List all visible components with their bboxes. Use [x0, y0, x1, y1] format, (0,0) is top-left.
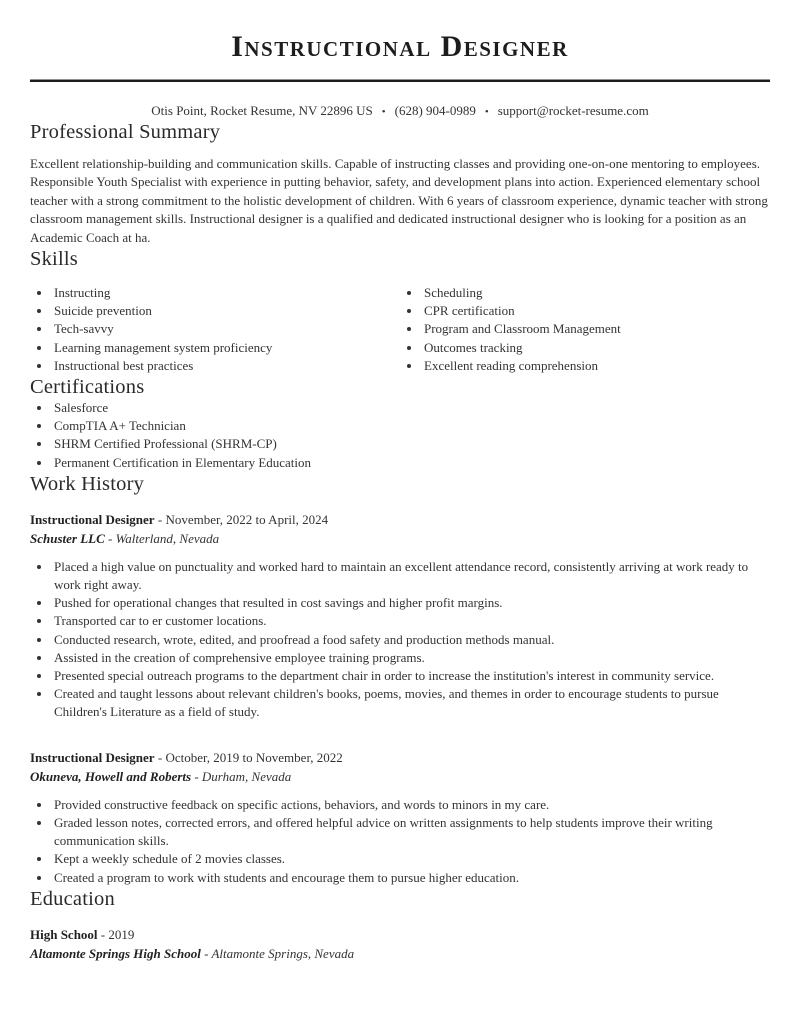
skill-item: • Suicide prevention: [52, 302, 400, 320]
job-bullet-list: [30, 558, 770, 722]
section-skills: [30, 247, 770, 375]
job-bullet: • Transported car to er customer locations.: [52, 612, 770, 630]
job-bullet: • Conducted research, wrote, edited, and proofread a food safety and production methods manual.: [52, 631, 770, 649]
job-dates: November, 2022 to April, 2024: [165, 511, 329, 527]
job-bullet: • Created a program to work with students and encourage them to pursue higher education.: [52, 869, 770, 887]
job-bullet: • Graded lesson notes, corrected errors, and offered helpful advice on written assignments to help students improve their writing communication skills.: [52, 814, 770, 850]
job-bullet: • Provided constructive feedback on specific actions, behaviors, and words to minors in my care.: [52, 796, 770, 814]
contact-phone: (628) 904-0989: [394, 103, 476, 118]
job-location: Durham, Nevada: [201, 768, 292, 784]
professional-summary-heading: Professional Summary: [30, 121, 221, 143]
job-company-line: [30, 767, 770, 786]
section-education: [30, 887, 770, 963]
job-entry-1: [30, 510, 770, 722]
skill-item: • Learning management system proficiency: [52, 339, 400, 357]
section-work-history: [30, 472, 770, 887]
dash-separator: -: [194, 768, 199, 784]
skill-item: • CPR certification: [422, 302, 770, 320]
job-company: Okuneva, Howell and Roberts: [30, 768, 192, 784]
job-dates: October, 2019 to November, 2022: [165, 749, 343, 765]
skills-list-left: [30, 284, 400, 375]
contact-email: support@rocket-resume.com: [497, 103, 649, 118]
skill-item: • Instructional best practices: [52, 357, 400, 375]
professional-summary-text: Excellent relationship-building and communication skills. Capable of instructing classes and providing one-on-one mentoring to employees. Responsible Youth Specialist with experience in putting behavior, safety, and development plans into action. Experienced elementary school teacher with a strong commitment to the holistic development of children. With 6 years of classroom experience, dynamic teacher with strong classroom management skills. Instructional designer is a qualified and dedicated instructional designer who is looking for a position as an Academic Coach at ha.: [30, 156, 768, 245]
job-title-line: [30, 510, 770, 529]
education-degree-line: [30, 925, 770, 944]
certification-item: • Salesforce: [52, 399, 770, 417]
education-heading: Education: [30, 887, 115, 910]
skills-column-left: [30, 284, 400, 375]
job-bullet: • Created and taught lessons about relevant children's books, poems, movies, and themes in order to encourage students to pursue Children's Literature as a field of study.: [52, 685, 770, 721]
job-bullet: • Kept a weekly schedule of 2 movies classes.: [52, 850, 770, 868]
contact-line: [30, 103, 770, 120]
work-history-heading: Work History: [30, 472, 145, 495]
certification-item: • SHRM Certified Professional (SHRM-CP): [52, 435, 770, 453]
job-bullet: • Placed a high value on punctuality and worked hard to maintain an excellent attendance record, consistently arriving at work ready to work right away.: [52, 558, 770, 594]
job-bullet: • Pushed for operational changes that resulted in cost savings and higher profit margins.: [52, 594, 770, 612]
section-certifications: [30, 375, 770, 472]
job-title: Instructional Designer: [30, 749, 155, 765]
skill-item: • Scheduling: [422, 284, 770, 302]
certifications-list: [30, 399, 770, 472]
skills-heading: Skills: [30, 248, 78, 271]
job-bullet-list: [30, 796, 770, 887]
skill-item: • Instructing: [52, 284, 400, 302]
page-title: Instructional Designer: [231, 30, 569, 63]
skill-item: • Program and Classroom Management: [422, 320, 770, 338]
contact-separator-dot: •: [484, 106, 489, 118]
education-location: Altamonte Springs, Nevada: [211, 945, 355, 961]
certification-item: • Permanent Certification in Elementary Education: [52, 454, 770, 472]
job-entry-2: [30, 748, 770, 887]
contact-address: Otis Point, Rocket Resume, NV 22896 US: [151, 103, 373, 118]
job-title: Instructional Designer: [30, 511, 155, 527]
contact-separator-dot: •: [381, 106, 386, 118]
title-divider: [30, 79, 770, 82]
skills-columns: [30, 284, 770, 375]
skills-column-right: [400, 284, 770, 375]
education-school-line: [30, 944, 770, 963]
education-year: 2019: [108, 926, 135, 942]
education-degree: High School: [30, 926, 98, 942]
dash-separator: -: [157, 749, 163, 765]
skills-list-right: [400, 284, 770, 375]
section-professional-summary: [30, 120, 770, 247]
job-company: Schuster LLC: [30, 530, 105, 546]
dash-separator: -: [157, 511, 163, 527]
job-bullet: • Presented special outreach programs to the department chair in order to increase the institution's interest in community service.: [52, 667, 770, 685]
skill-item: • Tech-savvy: [52, 320, 400, 338]
education-school: Altamonte Springs High School: [30, 945, 201, 961]
job-bullet: • Assisted in the creation of comprehensive employee training programs.: [52, 649, 770, 667]
certification-item: • CompTIA A+ Technician: [52, 417, 770, 435]
job-location: Walterland, Nevada: [115, 530, 220, 546]
job-title-line: [30, 748, 770, 767]
skill-item: • Excellent reading comprehension: [422, 357, 770, 375]
dash-separator: -: [108, 530, 113, 546]
dash-separator: -: [100, 926, 106, 942]
certifications-heading: Certifications: [30, 376, 145, 399]
skill-item: • Outcomes tracking: [422, 339, 770, 357]
dash-separator: -: [204, 945, 209, 961]
job-company-line: [30, 529, 770, 548]
